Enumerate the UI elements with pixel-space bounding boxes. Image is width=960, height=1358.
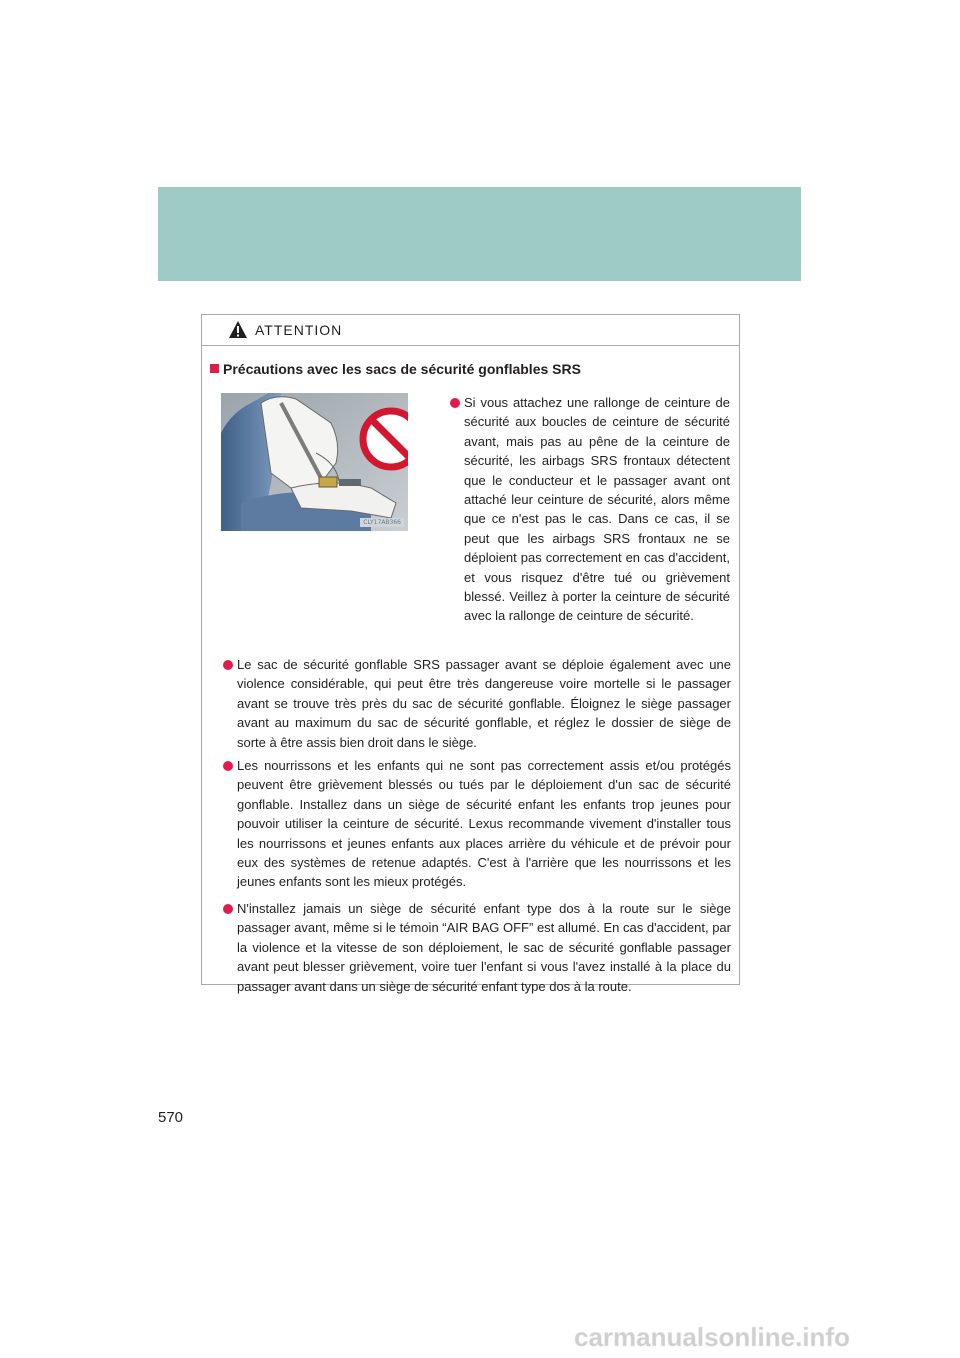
bullet-dot-icon [223, 761, 233, 771]
section-heading [210, 359, 581, 379]
seatbelt-drawing [221, 393, 408, 531]
seatbelt-illustration [221, 393, 408, 531]
warning-title: ATTENTION [255, 322, 343, 338]
page-number: 570 [158, 1109, 184, 1126]
watermark-logo [574, 1319, 956, 1355]
no-entry-icon [363, 411, 408, 467]
bullet-dot-icon [450, 398, 460, 408]
bullet-children [223, 756, 731, 892]
svg-text:carmanualsonline.info: carmanualsonline.info [574, 1322, 850, 1352]
section-heading-text: Précautions avec les sacs de sécurité gonflables SRS [223, 361, 581, 377]
warning-header [202, 315, 739, 346]
bullet-text: N'installez jamais un siège de sécurité enfant type dos à la route sur le siège passager avant, même si le témoin “AIR BAG OFF” est allumé. En cas d'accident, par la violence et la vitesse de son déploiement, le sac de sécurité gonflable passager avant peut blesser grièvement, voire tuer l'enfant si vous l'avez installé à la place du passager avant dans un siège de sécurité enfant type dos à la route. [237, 901, 731, 994]
bullet-text: Si vous attachez une rallonge de ceinture de sécurité aux boucles de ceinture de sécurité avant, mais pas au pêne de la ceinture de sécurité, les airbags SRS frontaux détectent que le conducteur et le passager avant ont attaché leur ceinture de sécurité, alors même que ce n'est pas le cas. Dans ce cas, il se peut que les airbags SRS frontaux ne se déploient pas correctement en cas d'accident, et vous risquez d'être tué ou grièvement blessé. Veillez à porter la ceinture de sécurité avec la rallonge de ceinture de sécurité. [464, 395, 730, 624]
header-band [158, 187, 801, 281]
bullet-dot-icon [223, 904, 233, 914]
warning-box [201, 314, 740, 994]
bullet-passenger-airbag [223, 655, 731, 752]
bullet-dot-icon [223, 660, 233, 670]
warning-triangle-icon [228, 320, 248, 339]
bullet-rear-facing-seat [223, 899, 731, 996]
bullet-extension-belt [450, 393, 730, 626]
square-bullet-icon [210, 364, 219, 373]
illustration-code: CLY17AB366 [360, 518, 404, 527]
bullet-text: Les nourrissons et les enfants qui ne sont pas correctement assis et/ou protégés peuvent être grièvement blessés ou tués par le déploiement d'un sac de sécurité gonflable. Installez dans un siège de sécurité enfant les enfants trop jeunes pour pouvoir utiliser la ceinture de sécurité. Lexus recommande vivement d'installer tous les nourrissons et jeunes enfants aux places arrière du véhicule et de prévoir pour eux des systèmes de retenue adaptés. C'est à l'arrière que les nourrissons et les jeunes enfants sont les mieux protégés. [237, 758, 731, 890]
bullet-text: Le sac de sécurité gonflable SRS passager avant se déploie également avec une violence considérable, qui peut être très dangereuse voire mortelle si le passager avant se trouve très près du sac de sécurité gonflable. Éloignez le siège passager avant au maximum du sac de sécurité gonflable, et réglez le dossier de siège de sorte à être assis bien droit dans le siège. [237, 657, 731, 750]
